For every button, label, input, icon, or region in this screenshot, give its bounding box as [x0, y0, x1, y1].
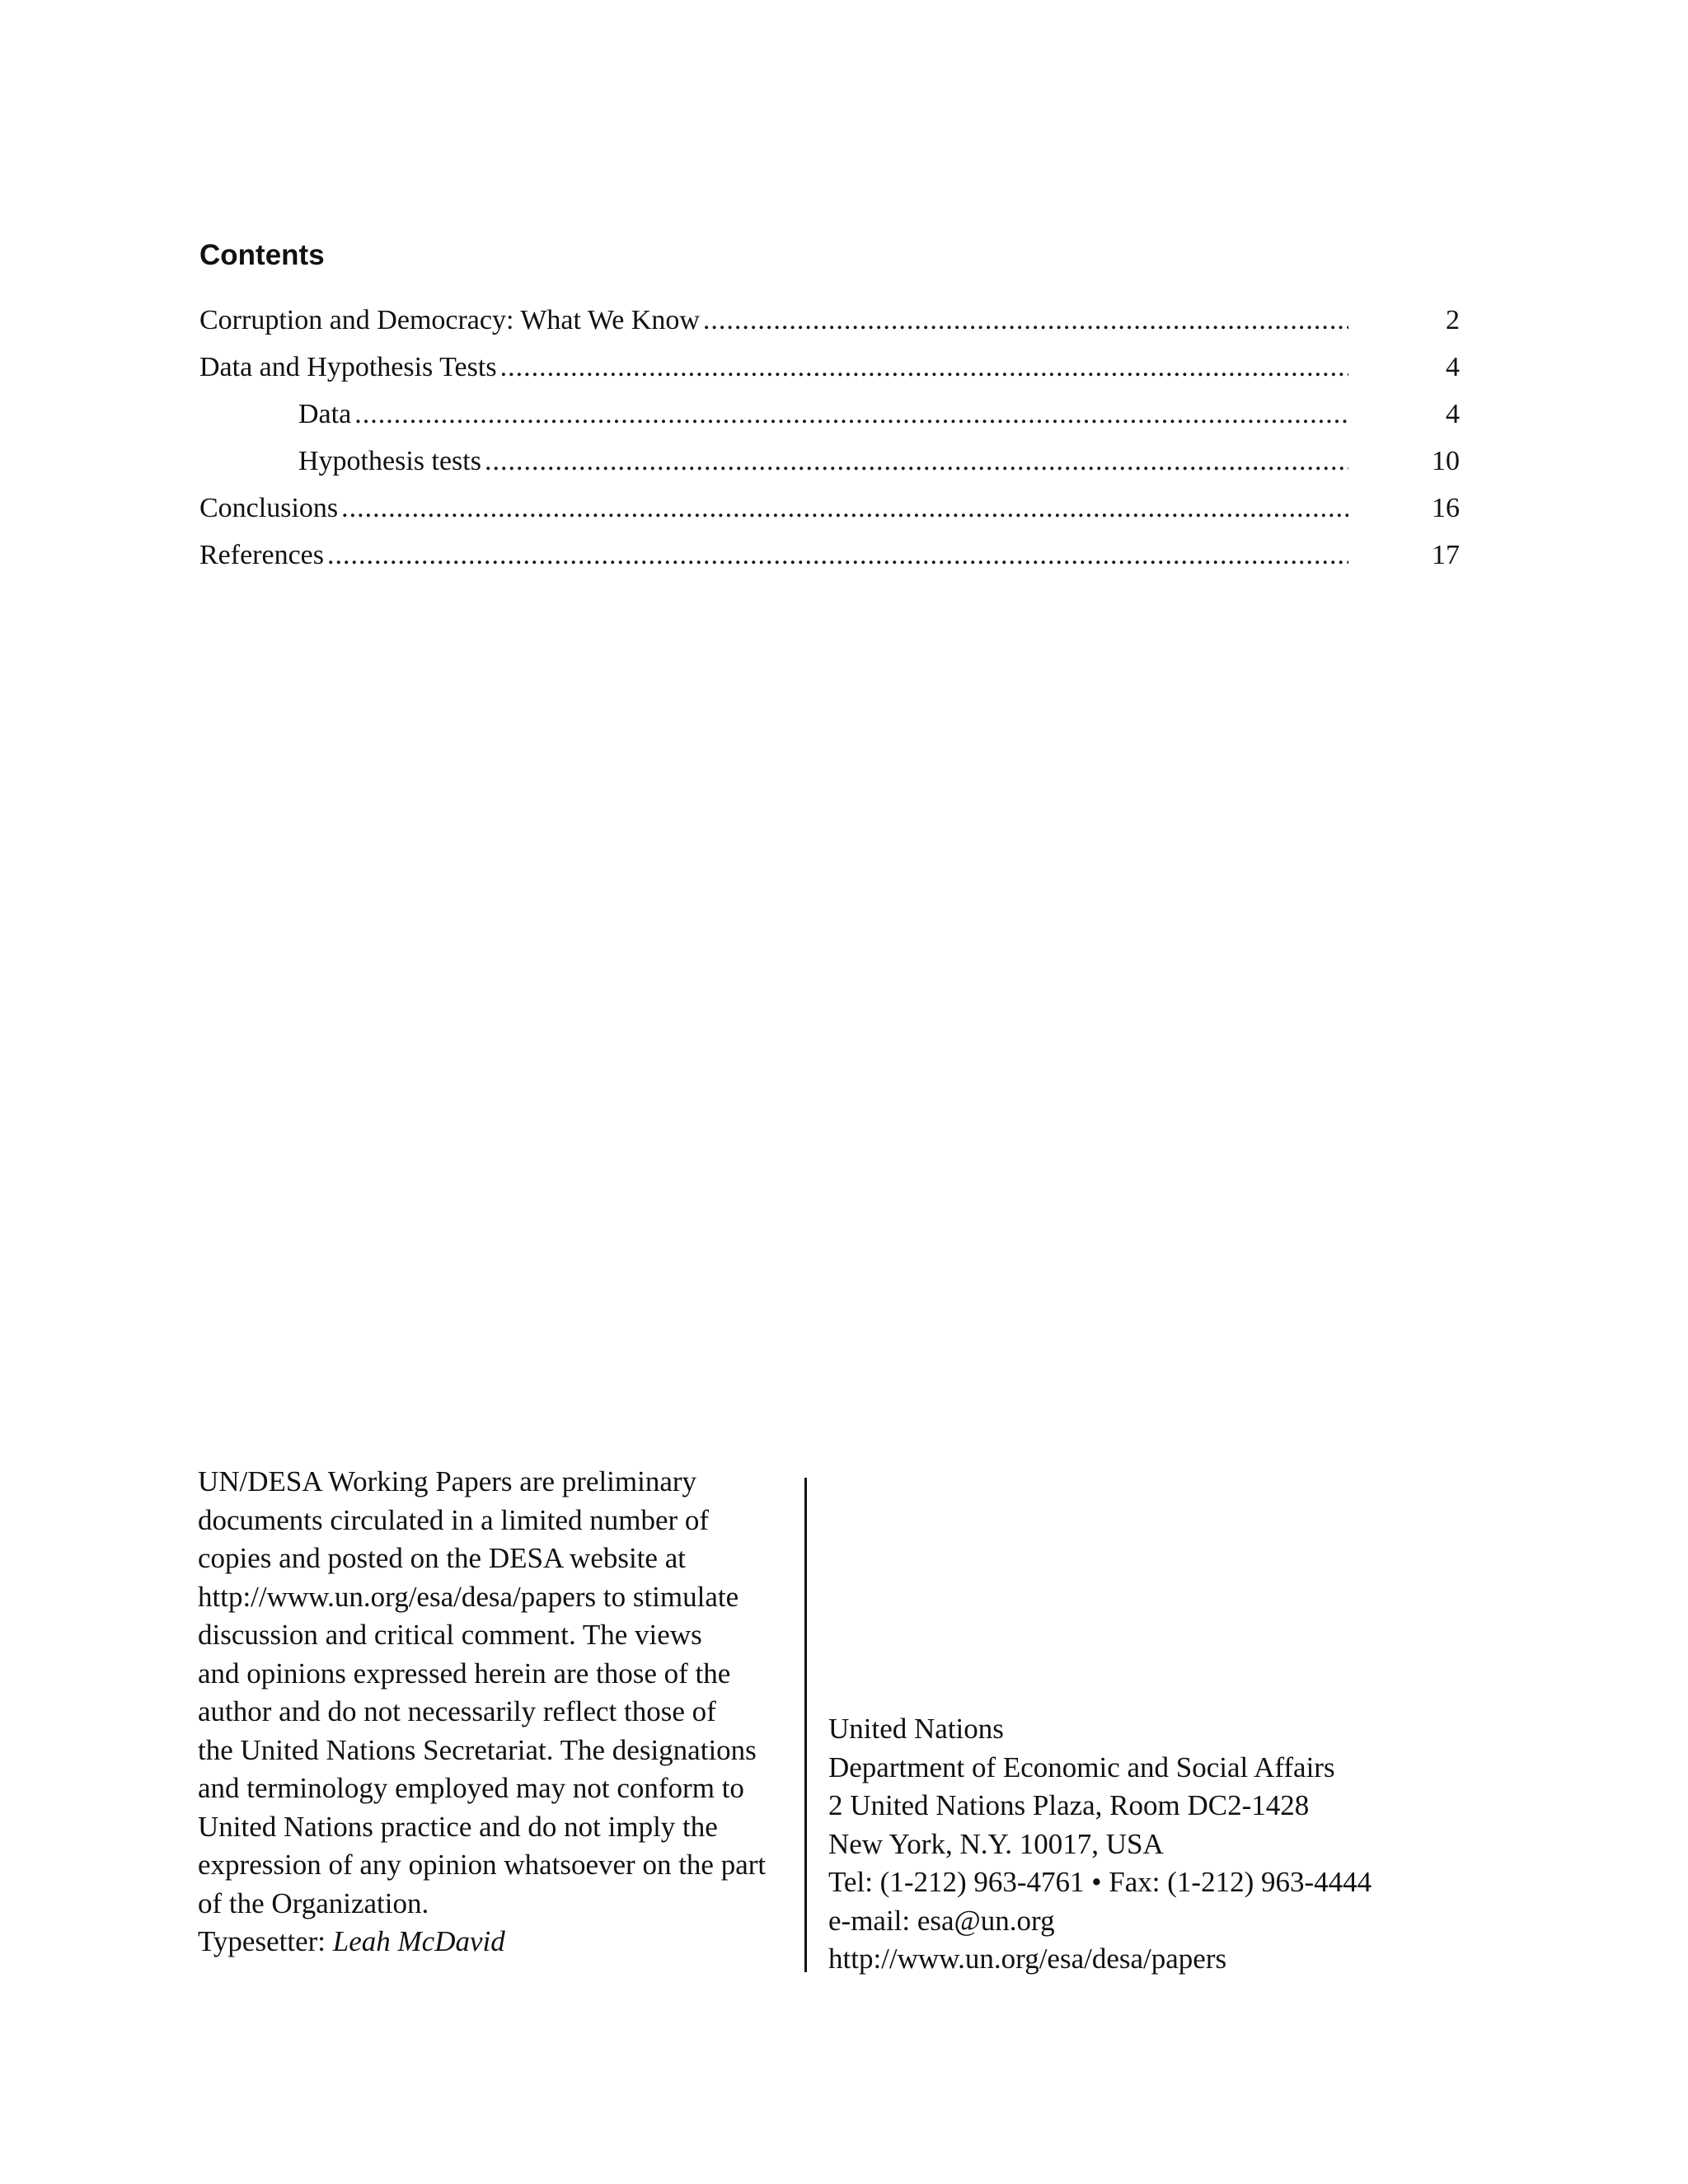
toc-entry [199, 532, 1460, 579]
toc-entry [199, 344, 1460, 391]
address-department: Department of Economic and Social Affairs [828, 1750, 1335, 1783]
disclaimer-line: expression of any opinion whatsoever on the part [198, 1849, 767, 1881]
disclaimer-line: author and do not necessarily reflect those of [198, 1695, 716, 1727]
disclaimer-line: the United Nations Secretariat. The designations [198, 1733, 757, 1766]
toc-dot-leader [485, 438, 1348, 485]
toc-dot-leader [354, 391, 1348, 438]
toc-entry-title: References [199, 540, 325, 570]
typesetter-label: Typesetter: [198, 1925, 326, 1957]
toc-entry-page: 17 [1432, 540, 1460, 570]
address-org: United Nations [828, 1713, 1004, 1745]
disclaimer-line: UN/DESA Working Papers are preliminary [198, 1465, 697, 1497]
toc-entry-page: 16 [1432, 493, 1460, 523]
address-street: 2 United Nations Plaza, Room DC2-1428 [828, 1789, 1310, 1821]
toc-entry-page: 10 [1432, 446, 1460, 476]
toc-subentry [199, 438, 1460, 485]
vertical-divider [804, 1478, 807, 1972]
disclaimer-line: documents circulated in a limited number of [198, 1503, 710, 1536]
toc-entry [199, 297, 1460, 344]
typesetter-credit [198, 1923, 791, 1961]
toc-subentry [199, 391, 1460, 438]
disclaimer-line: http://www.un.org/esa/desa/papers to stimulate [198, 1580, 739, 1613]
toc-entry-page: 2 [1446, 305, 1460, 335]
disclaimer-line: of the Organization. [198, 1886, 429, 1919]
disclaimer-line: and terminology employed may not conform to [198, 1772, 744, 1804]
toc-entry-title: Data [298, 399, 352, 429]
toc-entry-page: 4 [1446, 399, 1460, 429]
toc-entry-page: 4 [1446, 352, 1460, 382]
contents-heading: Contents [199, 239, 325, 271]
toc-entry-title: Corruption and Democracy: What We Know [199, 305, 700, 335]
address-website: http://www.un.org/esa/desa/papers [828, 1943, 1227, 1975]
toc-entry-title: Conclusions [199, 493, 339, 523]
toc-dot-leader [327, 532, 1348, 579]
address-phone-fax: Tel: (1-212) 963-4761 • Fax: (1-212) 963-4444 [828, 1866, 1372, 1898]
toc-dot-leader [500, 344, 1348, 391]
disclaimer-line: and opinions expressed herein are those of the [198, 1657, 731, 1690]
disclaimer-line: United Nations practice and do not imply the [198, 1810, 718, 1843]
typesetter-name: Leah McDavid [332, 1925, 505, 1957]
address-city: New York, N.Y. 10017, USA [828, 1827, 1164, 1860]
address-block [828, 1710, 1455, 1979]
address-email: e-mail: esa@un.org [828, 1904, 1055, 1937]
disclaimer-line: discussion and critical comment. The views [198, 1619, 702, 1651]
disclaimer-block [198, 1463, 791, 1961]
disclaimer-line: copies and posted on the DESA website at [198, 1542, 686, 1574]
toc-entry-title: Data and Hypothesis Tests [199, 352, 497, 382]
table-of-contents [199, 297, 1460, 579]
toc-entry-title: Hypothesis tests [298, 446, 481, 476]
toc-dot-leader [703, 297, 1348, 344]
toc-dot-leader [341, 485, 1348, 532]
toc-entry [199, 485, 1460, 532]
